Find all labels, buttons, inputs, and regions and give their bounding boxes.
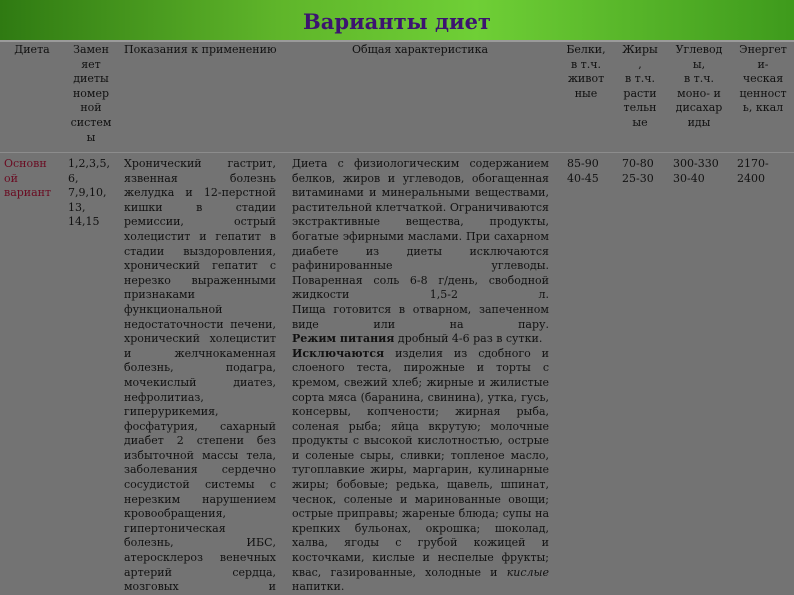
header-energy	[734, 43, 792, 116]
header-fat	[616, 43, 664, 131]
text-line: витаминами и минеральными веществами,	[292, 186, 549, 200]
text-line: 7,9,10,	[68, 186, 107, 200]
text-line: продукты с высокой кислотностью, острые	[292, 434, 549, 448]
text-line: хронический холецистит	[124, 332, 276, 346]
title-banner	[0, 0, 794, 40]
text-line: ь, ккал	[742, 101, 784, 115]
text-line: живот	[567, 72, 605, 86]
text-line: болезнь, ИБС,	[124, 536, 276, 550]
text-line: ной	[80, 101, 102, 115]
text-line: желудка и 12-перстной	[124, 186, 276, 200]
text-line: 85-90	[567, 157, 599, 170]
text-line: Белки,	[566, 43, 606, 56]
text-line: Диета с физиологическим содержанием	[292, 157, 549, 170]
text-line: Основн	[4, 157, 47, 170]
text-line: и соленые сыры, сливки; топленое масло,	[292, 448, 549, 462]
excluded-lines	[292, 361, 549, 565]
text-line: гипертоническая	[124, 521, 226, 535]
text-line: артерий сердца,	[124, 565, 276, 579]
header-diet: Диета	[14, 43, 50, 56]
header-protein	[562, 43, 610, 101]
header-indications: Показания к применению	[124, 43, 277, 56]
text-line: систем	[70, 115, 112, 129]
text-line: тельн	[623, 101, 657, 115]
header-replace	[66, 43, 116, 145]
text-line: ы	[86, 130, 96, 144]
text-line: жиры; бобовые; редька, щавель, шпинат,	[292, 478, 549, 492]
regime-line: Режим питания дробный 4-6 раз в сутки.	[292, 332, 543, 346]
text-line: ,	[638, 57, 642, 71]
text-line: 6,	[68, 171, 79, 185]
text-line: жидкости 1,5-2 л.	[292, 288, 549, 302]
text-line: нерезко выраженными	[124, 273, 276, 287]
text-line: в т.ч.	[570, 57, 602, 71]
text-line: и-	[757, 57, 769, 71]
text-line: мочекислый диатез,	[124, 375, 276, 389]
text-line: нефролитиаз,	[124, 390, 204, 404]
text-line: соленая рыба; яйца вкрутую; молочные	[292, 419, 549, 433]
text-line: ценност	[739, 86, 787, 100]
text-line: халва, ягоды с грубой кожицей и	[292, 536, 549, 550]
text-line: диабете из диеты исключаются	[292, 244, 549, 258]
protein-values	[567, 157, 611, 186]
general-lines	[292, 157, 549, 332]
text-line: острые приправы; жареные блюда; супы на	[292, 507, 549, 521]
text-line: ремиссии, острый	[124, 215, 276, 229]
text-line: 1,2,3,5,	[68, 157, 110, 170]
text-line: ой	[4, 171, 18, 185]
header-carb	[668, 43, 730, 131]
text-line: Хронический гастрит,	[124, 157, 276, 170]
text-line: заболевания сердечно	[124, 463, 276, 477]
text-line: тугоплавкие жиры, маргарин, кулинарные	[292, 463, 549, 477]
text-line: 40-45	[567, 171, 599, 185]
text-line: хронический гепатит с	[124, 259, 276, 273]
text-line: стадии выздоровления,	[124, 244, 276, 258]
energy-values	[737, 157, 789, 186]
fat-values	[622, 157, 666, 186]
text-line: 70-80	[622, 157, 654, 170]
text-line: функциональной	[124, 302, 223, 316]
text-line: иды	[687, 115, 711, 129]
page-title: Варианты диет	[303, 9, 491, 34]
excluded-end-line: напитки.	[292, 580, 345, 594]
text-line: недостаточности печени,	[124, 317, 276, 331]
text-line: дисахар	[675, 101, 723, 115]
text-line: холецистит и гепатит в	[124, 229, 276, 243]
text-line: в т.ч.	[624, 72, 656, 86]
text-line: ы,	[692, 57, 706, 71]
text-line: Углевод	[675, 43, 723, 56]
text-line: диабет 2 степени без	[124, 434, 276, 448]
text-line: 30-40	[673, 171, 705, 185]
text-line: косточками, кислые и неспелые фрукты;	[292, 551, 549, 565]
text-line: консервы, копчености; жирная рыба,	[292, 405, 549, 419]
general-characteristics	[292, 157, 549, 595]
header-general: Общая характеристика	[351, 43, 489, 56]
text-line: сорта мяса (баранина, свинина), утка, гусь,	[292, 390, 549, 404]
text-line: 13,	[68, 200, 86, 214]
excluded-first-line: Исключаются изделия из сдобного и	[292, 346, 549, 360]
text-line: виде или на пару.	[292, 317, 549, 331]
text-line: сосудистой системы с	[124, 478, 276, 492]
text-line: моно- и	[677, 86, 721, 100]
text-line: чеснок, соленые и маринованные овощи;	[292, 492, 549, 506]
text-line: экстрактивные вещества, продукты,	[292, 215, 549, 229]
text-line: ые	[632, 115, 648, 129]
banner-separator	[0, 40, 794, 42]
text-line: крепких бульонах, окрошка; шоколад,	[292, 521, 549, 535]
text-line: кремом, свежий хлеб; жирные и жилистые	[292, 375, 549, 389]
text-line: избыточной массы тела,	[124, 448, 276, 462]
carb-values	[673, 157, 725, 186]
text-line: расти	[623, 86, 657, 100]
text-line: Замен	[73, 43, 109, 56]
text-line: Энергет	[739, 43, 787, 56]
text-line: Жиры	[622, 43, 658, 56]
text-line: кровообращения,	[124, 507, 227, 521]
text-line: гиперурикемия,	[124, 405, 219, 419]
header-divider	[0, 152, 794, 153]
text-line: нерезким нарушением	[124, 492, 276, 506]
text-line: фосфатурия, сахарный	[124, 419, 276, 433]
text-line: вариант	[4, 186, 52, 200]
indications-text	[124, 157, 276, 595]
diet-variant-name	[4, 157, 64, 201]
excluded-tail-line: квас, газированные, холодные и кислые	[292, 565, 549, 579]
text-line: болезнь, подагра,	[124, 361, 276, 375]
text-line: растительной клетчаткой. Ограничиваются	[292, 200, 549, 214]
replaced-diets	[68, 157, 120, 230]
text-line: номер	[72, 86, 110, 100]
text-line: яет	[81, 57, 101, 71]
text-line: язвенная болезнь	[124, 171, 276, 185]
text-line: рафинированные углеводы.	[292, 259, 549, 273]
text-line: 2170-	[737, 157, 769, 170]
text-line: в т.ч.	[683, 72, 715, 86]
text-line: богатые эфирными маслами. При сахарном	[292, 229, 549, 243]
text-line: 300-330	[673, 157, 719, 170]
text-line: кишки в стадии	[124, 200, 276, 214]
text-line: 2400	[737, 171, 765, 185]
text-line: диеты	[73, 72, 109, 86]
text-line: Поваренная соль 6-8 г/день, свободной	[292, 273, 549, 287]
text-line: белков, жиров и углеводов, обогащенная	[292, 171, 549, 185]
text-line: признаками	[124, 288, 195, 302]
text-line: слоеного теста, пирожные и торты с	[292, 361, 549, 375]
text-line: ные	[574, 86, 598, 100]
text-line: атеросклероз венечных	[124, 551, 276, 565]
text-line: и желчнокаменная	[124, 346, 276, 360]
text-line: ческая	[742, 72, 784, 86]
text-line: Пища готовится в отварном, запеченном	[292, 302, 549, 316]
text-line: 14,15	[68, 215, 100, 229]
text-line: 25-30	[622, 171, 654, 185]
text-line: мозговых и	[124, 580, 276, 594]
